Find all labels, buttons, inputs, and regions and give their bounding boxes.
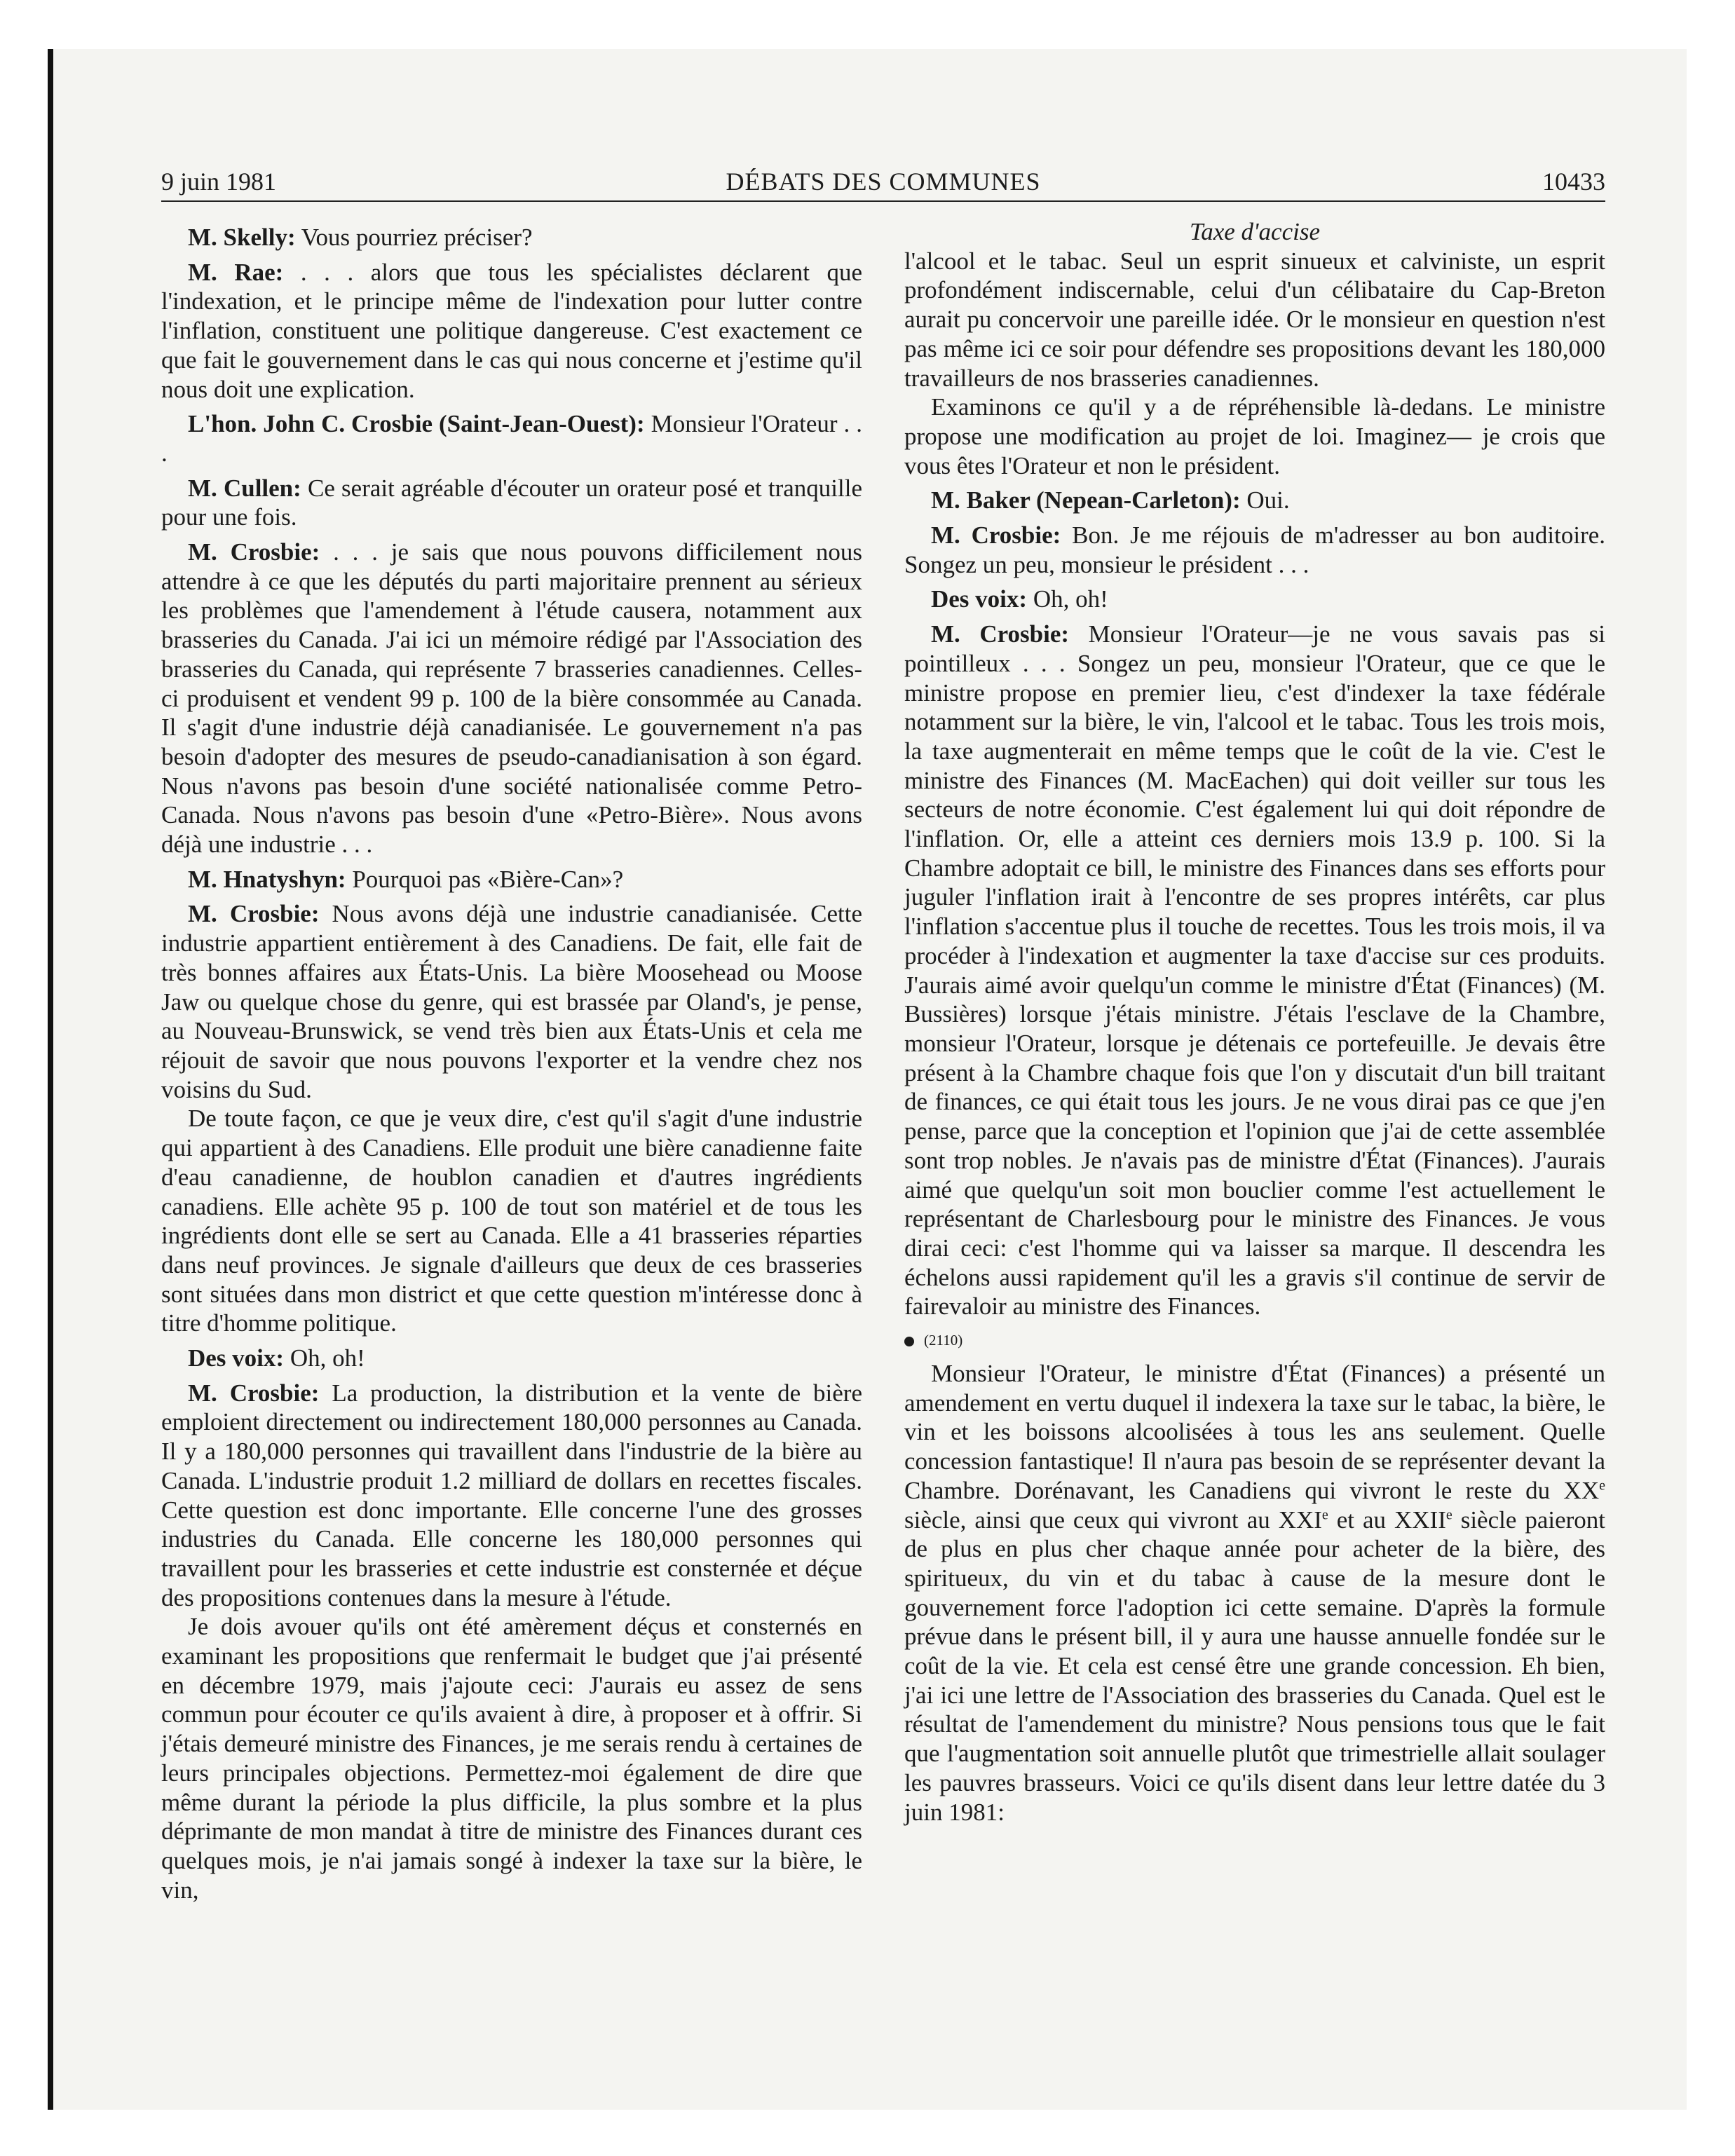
- paragraph: Examinons ce qu'il y a de répréhensible là-dedans. Le ministre propose une modification au projet de loi. Imaginez— je crois que vous êtes l'Orateur et non le président.: [904, 393, 1605, 479]
- left-column: [161, 217, 862, 1904]
- speaker: M. Crosbie:: [188, 538, 320, 566]
- speaker: M. Crosbie:: [188, 900, 320, 928]
- speaker: M. Crosbie:: [931, 521, 1061, 550]
- right-column: [904, 217, 1605, 1827]
- speaker: M. Cullen:: [188, 474, 301, 502]
- paragraph: M. Hnatyshyn: Pourquoi pas «Bière-Can»?: [188, 865, 624, 893]
- header-page-number: 10433: [1542, 168, 1605, 196]
- header-title: DÉBATS DES COMMUNES: [726, 168, 1041, 196]
- time-marker: [904, 1327, 1605, 1353]
- speaker: M. Crosbie:: [931, 620, 1070, 648]
- paragraph: Des voix: Oh, oh!: [188, 1344, 365, 1372]
- speaker: M. Baker (Nepean-Carleton):: [931, 486, 1241, 514]
- time-marker-label: (2110): [924, 1332, 963, 1349]
- speaker: Des voix:: [931, 585, 1028, 613]
- page-header: [161, 167, 1605, 200]
- paragraph: Des voix: Oh, oh!: [931, 585, 1108, 613]
- paragraph: M. Cullen: Ce serait agréable d'écouter un orateur posé et tranquille pour une fois.: [161, 474, 862, 531]
- bullet-icon: [904, 1337, 914, 1346]
- scan-edge: [48, 49, 53, 2110]
- speaker: M. Skelly:: [188, 224, 296, 251]
- paragraph: De toute façon, ce que je veux dire, c'est qu'il s'agit d'une industrie qui appartient à des Canadiens. Elle produit une bière canadienne faite d'eau canadienne, de houblon canadien et d'autres ingrédients canadiens. Elle achète 95 p. 100 de tout son matériel et de tous les ingrédients dont elle se sert au Canada. Elle a 41 brasseries réparties dans neuf provinces. Je signale d'ailleurs que deux de ces brasseries sont situées dans mon district et que cette question m'intéresse donc à titre d'homme politique.: [161, 1105, 862, 1337]
- header-rule: [161, 200, 1605, 202]
- paragraph: M. Crosbie: Monsieur l'Orateur—je ne vous savais pas si pointilleux . . . Songez un peu, monsieur l'Orateur, que ce que le ministre propose en premier lieu, c'est d'indexer la taxe fédérale notamment sur la bière, le vin, l'alcool et le tabac. Tous les trois mois, la taxe augmenterait en même temps que le coût de la vie. C'est le ministre des Finances (M. MacEachen) qui doit veiller sur tous les secteurs de notre économie. C'est également lui qui doit répondre de l'inflation. Or, elle a atteint ces derniers mois 13.9 p. 100. Si la Chambre adoptait ce bill, le ministre des Finances dans ses efforts pour juguler l'inflation irait à l'encontre de ses propres intérêts, car plus l'inflation s'accentue plus il touche de recettes. Tous les trois mois, il va procéder à l'indexation et augmenter la taxe d'accise sur ces produits. J'aurais aimé avoir quelqu'un comme le ministre d'État (Finances) (M. Bussières) lorsque j'étais ministre. J'étais l'esclave de la Chambre, monsieur l'Orateur, lorsque je détenais ce portefeuille. Je devais être présent à la Chambre chaque fois que l'on y discutait d'un bill traitant de finances, ce qui était tous les jours. Je ne vous dirai pas ce que j'en pense, parce que la conception et l'opinion que j'ai de cette assemblée sont trop nobles. Je n'avais pas de ministre d'État (Finances). J'aurais aimé que quelqu'un soit mon bouclier comme l'est actuellement le représentant de Charlesbourg pour le ministre des Finances. Je vous dirai ceci: c'est l'homme qui va laisser sa marque. Il descendra les échelons aussi rapidement qu'il les a gravis s'il continue de servir de fairevaloir au ministre des Finances.: [904, 620, 1605, 1321]
- speaker: M. Rae:: [188, 258, 284, 286]
- paragraph: L'hon. John C. Crosbie (Saint-Jean-Ouest): Monsieur l'Orateur . . .: [161, 410, 862, 467]
- paragraph: M. Crosbie: . . . je sais que nous pouvons difficilement nous attendre à ce que les députés du parti majoritaire prennent au sérieux les problèmes que l'amendement à l'étude causera, notamment aux brasseries du Canada. J'ai ici un mémoire rédigé par l'Association des brasseries du Canada, qui représente 7 brasseries canadiennes. Celles-ci produisent et vendent 99 p. 100 de la bière consommée au Canada. Il s'agit d'une industrie déjà canadianisée. Le gouvernement n'a pas besoin d'adopter des mesures de pseudo-canadianisation à son égard. Nous n'avons pas besoin d'une société nationalisée comme Petro-Canada. Nous n'avons pas besoin d'une «Petro-Bière». Nous avons déjà une industrie . . .: [161, 538, 862, 859]
- paragraph: Je dois avouer qu'ils ont été amèrement déçus et consternés en examinant les propositions que renfermait le budget que j'ai présenté en décembre 1979, mais j'ajoute ceci: J'aurais eu assez de sens commun pour écouter ce qu'ils avaient à dire, à proposer et à offrir. Si j'étais demeuré ministre des Finances, je me serais rendu à certaines de leurs principales objections. Permettez-moi également de dire que même durant la période la plus difficile, la plus sombre et la plus déprimante de mon mandat à titre de ministre des Finances durant ces quelques mois, je n'ai jamais songé à indexer la taxe sur la bière, le vin,: [161, 1613, 862, 1904]
- paragraph: M. Crosbie: Nous avons déjà une industrie canadianisée. Cette industrie appartient entièrement à des Canadiens. De fait, elle fait de très bonnes affaires aux États-Unis. La bière Moosehead ou Moose Jaw ou quelque chose du genre, qui est brassée par Oland's, je pense, au Nouveau-Brunswick, se vend très bien aux États-Unis et cela me réjouit de savoir que nous pouvons l'exporter et la vendre chez nos voisins du Sud.: [161, 900, 862, 1103]
- speaker: L'hon. John C. Crosbie (Saint-Jean-Ouest):: [188, 410, 645, 438]
- header-date: 9 juin 1981: [161, 168, 277, 196]
- speaker: Des voix:: [188, 1344, 285, 1372]
- section-title: Taxe d'accise: [1189, 218, 1320, 245]
- paragraph: M. Skelly: Vous pourriez préciser?: [188, 224, 533, 251]
- paragraph: M. Crosbie: Bon. Je me réjouis de m'adresser au bon auditoire. Songez un peu, monsieur le président . . .: [904, 521, 1606, 578]
- paragraph: M. Crosbie: La production, la distribution et la vente de bière emploient directement ou indirectement 180,000 personnes au Canada. Il y a 180,000 personnes qui travaillent dans l'industrie de la bière au Canada. L'industrie produit 1.2 milliard de dollars en recettes fiscales. Cette question est donc importante. Elle concerne l'une des grosses industries du Canada. Elle concerne les 180,000 personnes qui travaillent pour les brasseries et cette industrie est consternée et déçue des propositions contenues dans la mesure à l'étude.: [161, 1379, 862, 1611]
- paragraph: l'alcool et le tabac. Seul un esprit sinueux et calviniste, un esprit profondément indiscernable, celui d'un célibataire du Cap-Breton aurait pu concervoir une pareille idée. Or le monsieur en question n'est pas même ici ce soir pour défendre ses propositions devant les 180,000 travailleurs de nos brasseries canadiennes.: [904, 247, 1605, 392]
- paragraph: Monsieur l'Orateur, le ministre d'État (Finances) a présenté un amendement en vertu duquel il indexera la taxe sur le tabac, la bière, le vin et les boissons alcoolisées à tous les ans seulement. Quelle concession fantastique! Il n'aura pas besoin de se représenter devant la Chambre. Dorénavant, les Canadiens qui vivront le reste du XXe siècle, ainsi que ceux qui vivront au XXIe et au XXIIe siècle paieront de plus en plus cher chaque année pour acheter de la bière, des spiritueux, du vin et du tabac à cause de la mesure dont le gouvernement force l'adoption ici cette semaine. D'après la formule prévue dans le présent bill, il y aura une hausse annuelle fondée sur le coût de la vie. Et cela est censé être une grande concession. Eh bien, j'ai ici une lettre de l'Association des brasseries du Canada. Quel est le résultat de l'amendement du ministre? Nous pensions tous que le fait que l'augmentation soit annuelle plutôt que trimestrielle allait soulager les pauvres brasseurs. Voici ce qu'ils disent dans leur lettre datée du 3 juin 1981:: [904, 1360, 1605, 1826]
- speaker: M. Crosbie:: [188, 1379, 320, 1407]
- paragraph: M. Baker (Nepean-Carleton): Oui.: [931, 486, 1290, 514]
- paragraph: M. Rae: . . . alors que tous les spécialistes déclarent que l'indexation, et le principe même de l'indexation pour lutter contre l'inflation, constituent une politique dangereuse. C'est exactement ce que fait le gouvernement dans le cas qui nous concerne et j'estime qu'il nous doit une explication.: [161, 258, 862, 403]
- speaker: M. Hnatyshyn:: [188, 865, 346, 893]
